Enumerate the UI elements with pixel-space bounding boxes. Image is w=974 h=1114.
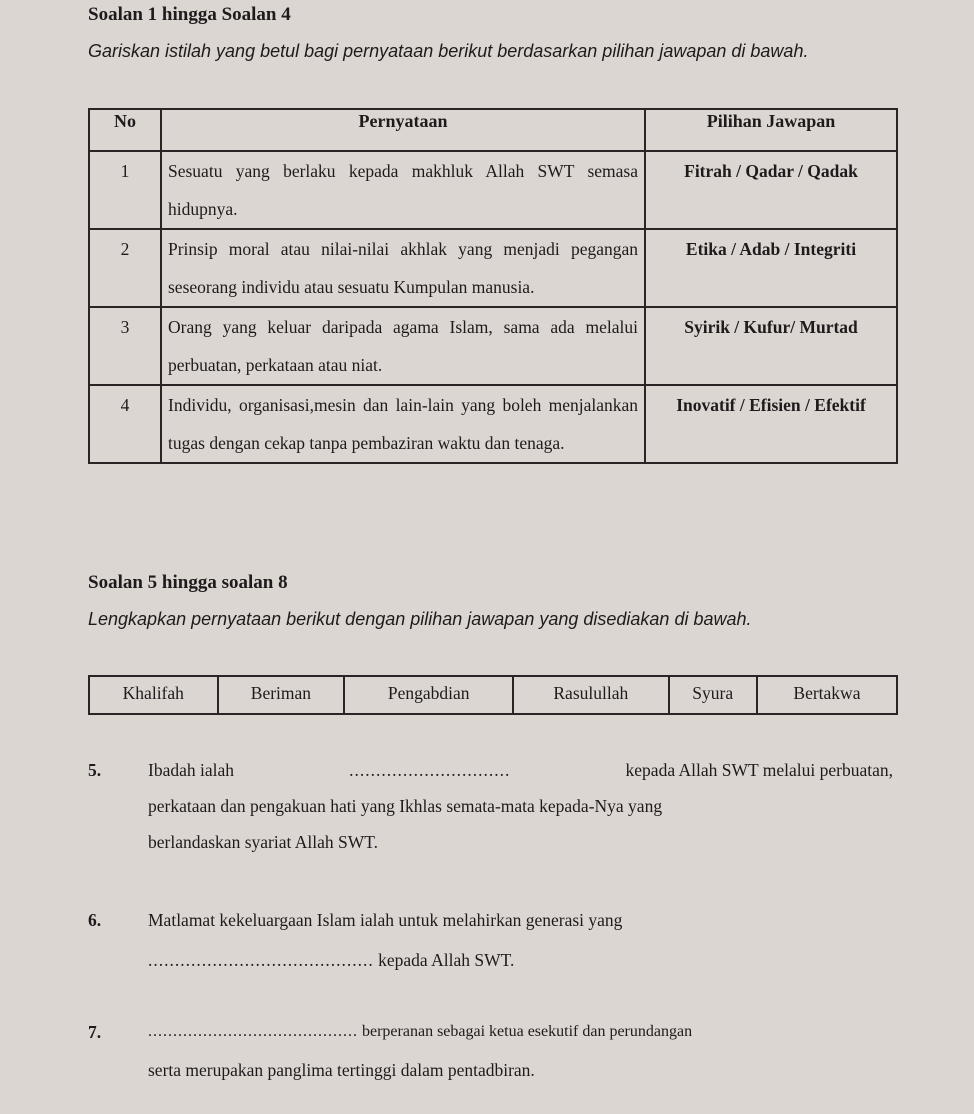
table-header-row [89,109,897,151]
question-text: serta merupakan panglima tertinggi dalam pentadbiran. [148,1060,535,1080]
word-option[interactable]: Rasulullah [513,676,668,714]
header-no: No [89,109,161,151]
header-choices: Pilihan Jawapan [645,109,897,151]
word-option[interactable]: Bertakwa [757,676,897,714]
section2-instruction: Lengkapkan pernyataan berikut dengan pilihan jawapan yang disediakan di bawah. [88,609,752,629]
question-line [148,752,893,788]
row-statement: Orang yang keluar daripada agama Islam, sama ada melalui perbuatan, perkataan atau niat. [161,307,645,385]
word-option[interactable]: Pengabdian [344,676,513,714]
row-choices[interactable]: Inovatif / Efisien / Efektif [645,385,897,463]
answer-blank[interactable]: .......................................... [148,1023,358,1040]
row-choices[interactable]: Syirik / Kufur/ Murtad [645,307,897,385]
table-row [89,307,897,385]
question-line [148,1014,692,1050]
question-5 [88,752,908,862]
question-text: berlandaskan syariat Allah SWT. [148,832,379,852]
question-line [148,942,514,978]
word-option[interactable]: Khalifah [89,676,218,714]
header-statement: Pernyataan [161,109,645,151]
question-number: 5. [88,760,102,780]
question-number: 7. [88,1022,102,1042]
question-text: perkataan dan pengakuan hati yang Ikhlas semata-mata kepada-Nya yang [148,796,663,816]
section2-heading: Soalan 5 hingga soalan 8 [88,572,288,593]
word-option[interactable]: Beriman [218,676,345,714]
word-bank [88,675,898,715]
row-choices[interactable]: Etika / Adab / Integriti [645,229,897,307]
question-text: berperanan sebagai ketua esekutif dan perundangan [362,1023,693,1040]
word-bank-row [89,676,897,714]
section1-instruction: Gariskan istilah yang betul bagi pernyataan berikut berdasarkan pilihan jawapan di bawah. [88,41,809,61]
question-6 [88,902,908,982]
question-text: kepada Allah SWT melalui perbuatan, [625,760,893,780]
row-number: 4 [89,385,161,463]
term-table [88,108,898,464]
table-row [89,229,897,307]
word-option[interactable]: Syura [669,676,757,714]
question-text: kepada Allah SWT. [378,950,515,970]
question-number: 6. [88,910,102,930]
answer-blank[interactable]: .......................................... [148,950,374,970]
answer-blank[interactable]: .............................. [349,760,511,780]
question-7 [88,1014,908,1094]
table-row [89,385,897,463]
row-choices[interactable]: Fitrah / Qadar / Qadak [645,151,897,229]
row-number: 1 [89,151,161,229]
row-statement: Prinsip moral atau nilai-nilai akhlak yang menjadi pegangan seseorang individu atau sesuatu Kumpulan manusia. [161,229,645,307]
row-statement: Individu, organisasi,mesin dan lain-lain yang boleh menjalankan tugas dengan cekap tanpa pembaziran waktu dan tenaga. [161,385,645,463]
question-text: Matlamat kekeluargaan Islam ialah untuk melahirkan generasi yang [148,910,623,930]
section1-heading: Soalan 1 hingga Soalan 4 [88,4,291,25]
row-number: 2 [89,229,161,307]
table-row [89,151,897,229]
row-number: 3 [89,307,161,385]
row-statement: Sesuatu yang berlaku kepada makhluk Allah SWT semasa hidupnya. [161,151,645,229]
question-text: Ibadah ialah [148,760,234,780]
